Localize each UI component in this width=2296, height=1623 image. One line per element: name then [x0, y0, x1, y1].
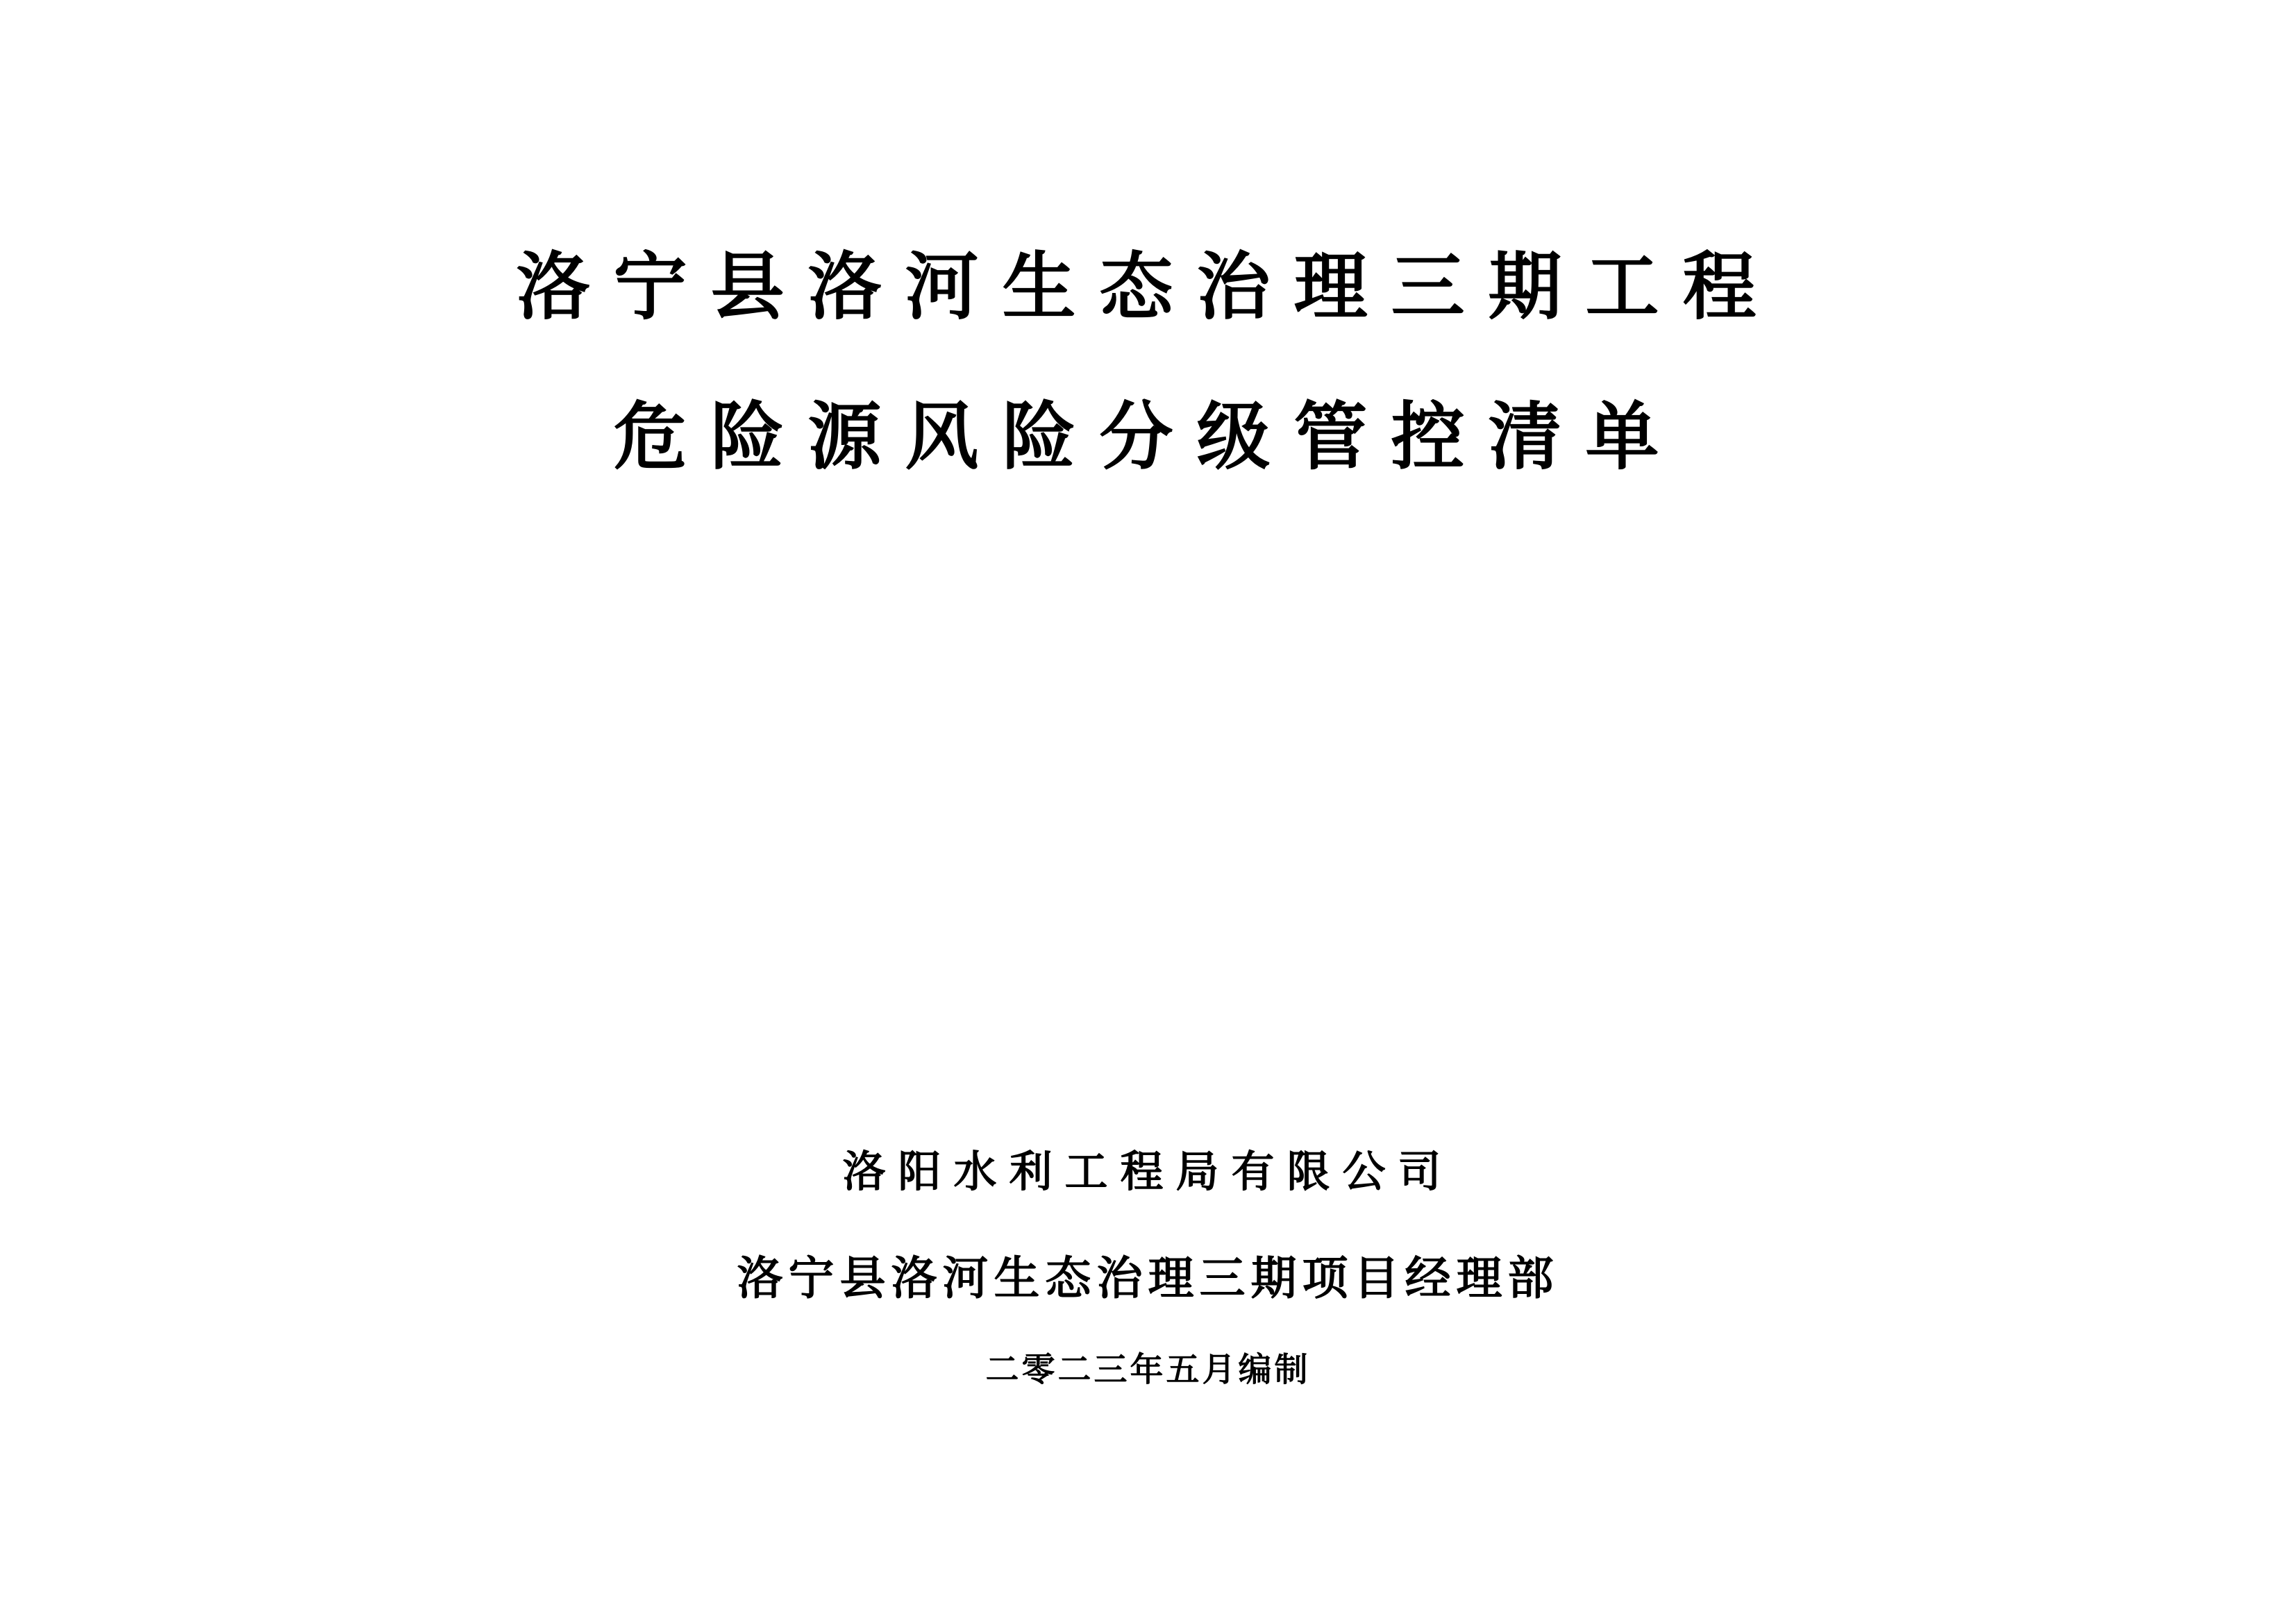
- document-title-line-1: 洛宁县洛河生态治理三期工程: [516, 247, 1780, 328]
- document-title-line-2: 危险源风险分级管控清单: [613, 397, 1683, 478]
- project-department-name: 洛宁县洛河生态治理三期项目经理部: [737, 1252, 1559, 1304]
- document-footer-block: [0, 1148, 2296, 1388]
- company-name: 洛阳水利工程局有限公司: [842, 1148, 1454, 1196]
- document-title-block: [0, 247, 2296, 478]
- compilation-date: 二零二三年五月编制: [985, 1352, 1311, 1388]
